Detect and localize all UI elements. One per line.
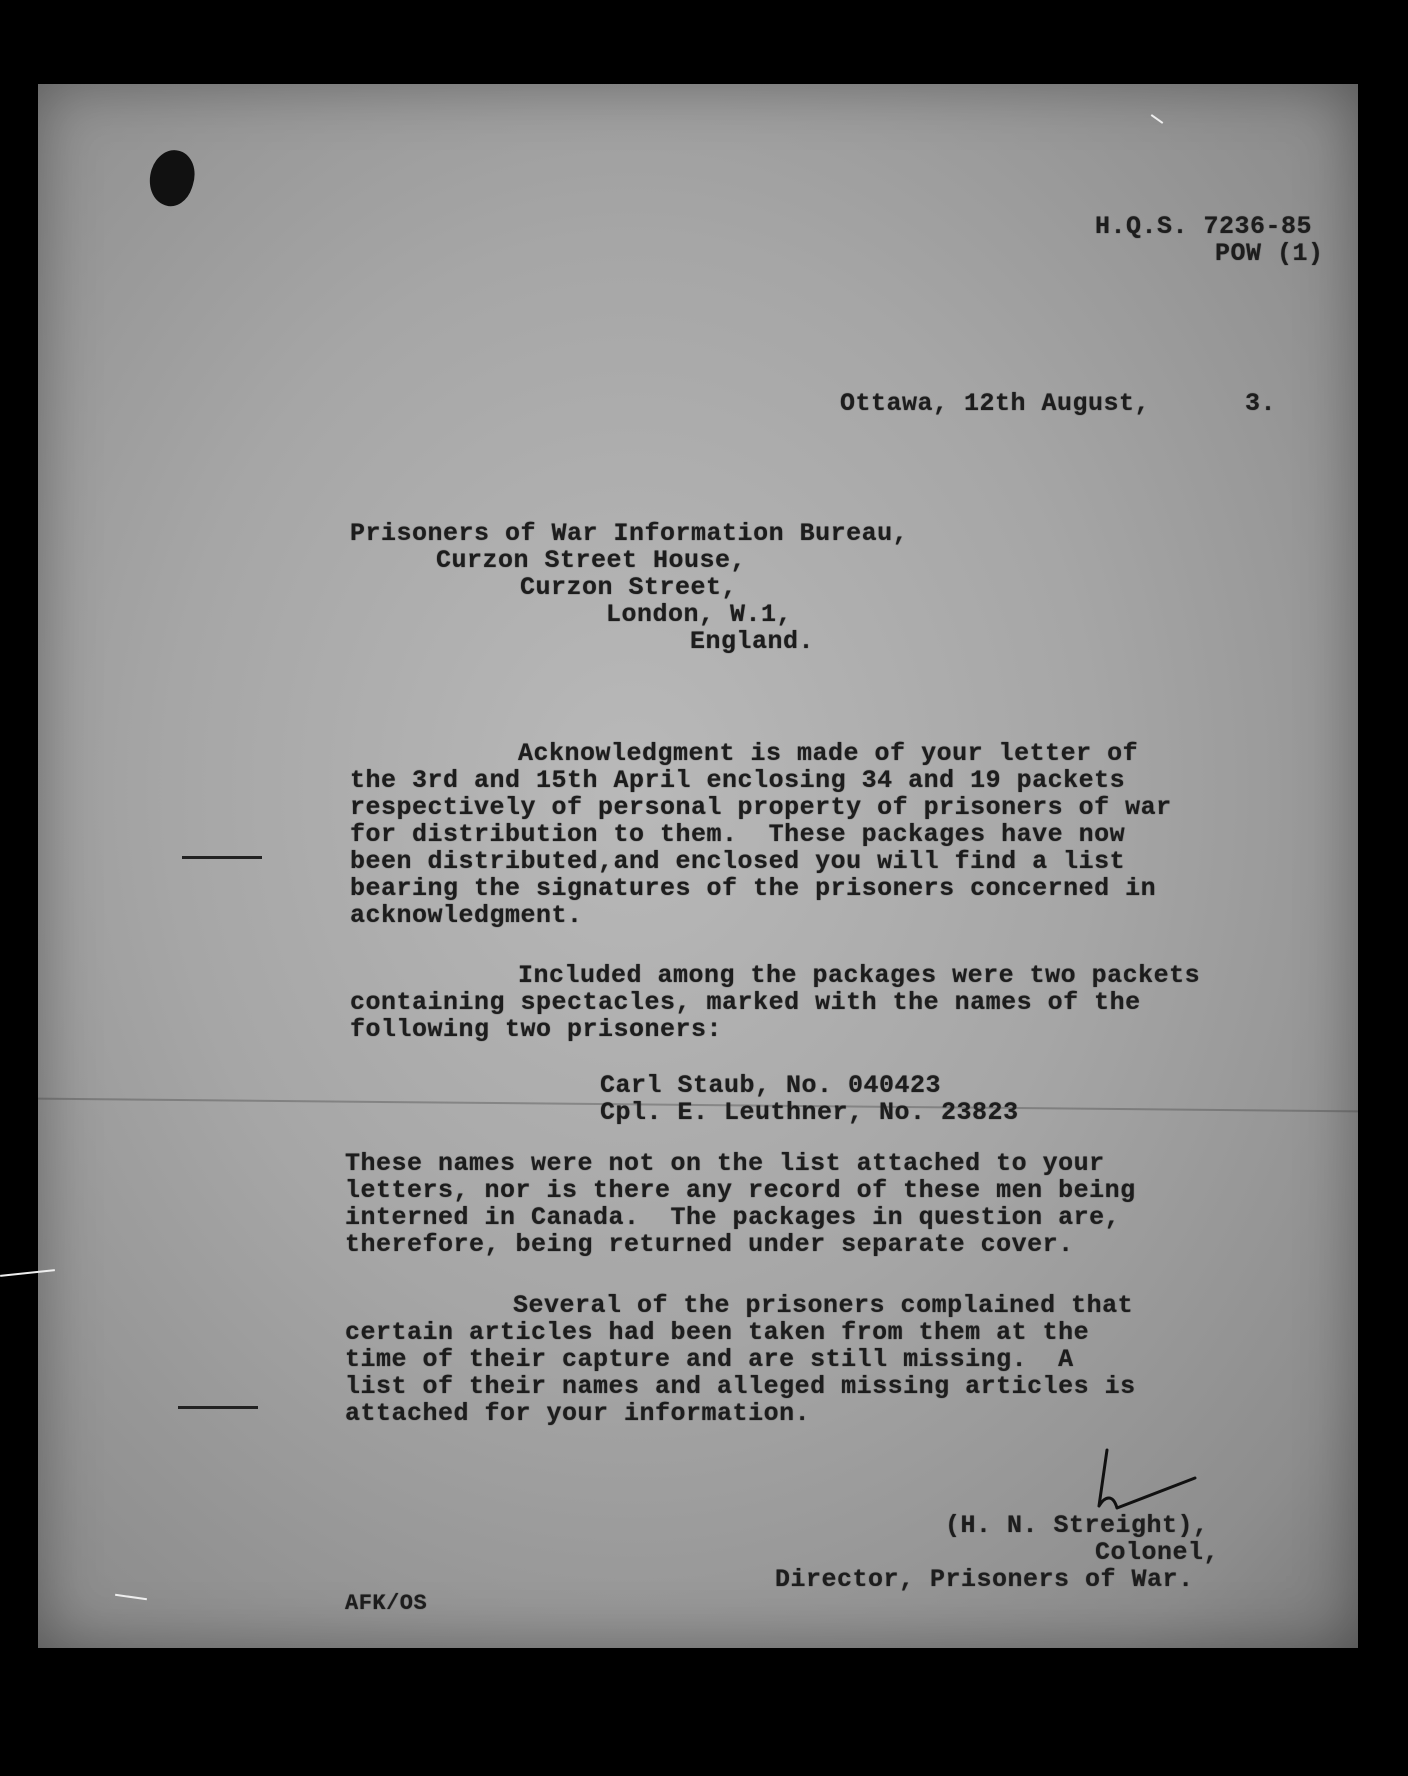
reference-pow: POW (1) bbox=[1215, 239, 1324, 268]
prisoner-name: Carl Staub, No. 040423 bbox=[600, 1071, 942, 1100]
text-line: time of their capture and are still missing. A bbox=[345, 1345, 1074, 1374]
text-line: bearing the signatures of the prisoners concerned in bbox=[350, 874, 1157, 903]
date-line: Ottawa, 12th August, bbox=[840, 389, 1151, 418]
reference-number: H.Q.S. 7236-85 bbox=[1095, 212, 1313, 241]
text-line: list of their names and alleged missing articles is bbox=[345, 1372, 1136, 1401]
signatory-rank: Colonel, bbox=[1095, 1538, 1220, 1567]
text-line: therefore, being returned under separate cover. bbox=[345, 1230, 1074, 1259]
address-line: Prisoners of War Information Bureau, bbox=[350, 519, 909, 548]
text-line: the 3rd and 15th April enclosing 34 and 19 packets bbox=[350, 766, 1126, 795]
text-line: for distribution to them. These packages have now bbox=[350, 820, 1126, 849]
text-line: following two prisoners: bbox=[350, 1015, 723, 1044]
text-line: been distributed,and enclosed you will find a list bbox=[350, 847, 1126, 876]
margin-mark bbox=[182, 856, 262, 859]
text-line: These names were not on the list attached to your bbox=[345, 1149, 1105, 1178]
signatory-name: (H. N. Streight), bbox=[945, 1511, 1209, 1540]
margin-mark bbox=[178, 1406, 258, 1409]
prisoner-name: Cpl. E. Leuthner, No. 23823 bbox=[600, 1098, 1019, 1127]
text-line: Acknowledgment is made of your letter of bbox=[518, 739, 1139, 768]
text-line: certain articles had been taken from them at the bbox=[345, 1318, 1090, 1347]
address-line: England. bbox=[690, 627, 815, 656]
address-line: Curzon Street House, bbox=[436, 546, 747, 575]
text-line: letters, nor is there any record of these men being bbox=[345, 1176, 1136, 1205]
text-line: interned in Canada. The packages in question are, bbox=[345, 1203, 1121, 1232]
address-line: London, W.1, bbox=[606, 600, 793, 629]
address-line: Curzon Street, bbox=[520, 573, 738, 602]
typist-initials: AFK/OS bbox=[345, 1591, 428, 1616]
text-line: Several of the prisoners complained that bbox=[513, 1291, 1134, 1320]
signatory-title: Director, Prisoners of War. bbox=[775, 1565, 1194, 1594]
date-year: 3. bbox=[1245, 389, 1277, 418]
text-line: Included among the packages were two packets bbox=[518, 961, 1201, 990]
text-line: respectively of personal property of prisoners of war bbox=[350, 793, 1172, 822]
text-line: containing spectacles, marked with the names of the bbox=[350, 988, 1141, 1017]
text-line: acknowledgment. bbox=[350, 901, 583, 930]
text-line: attached for your information. bbox=[345, 1399, 811, 1428]
